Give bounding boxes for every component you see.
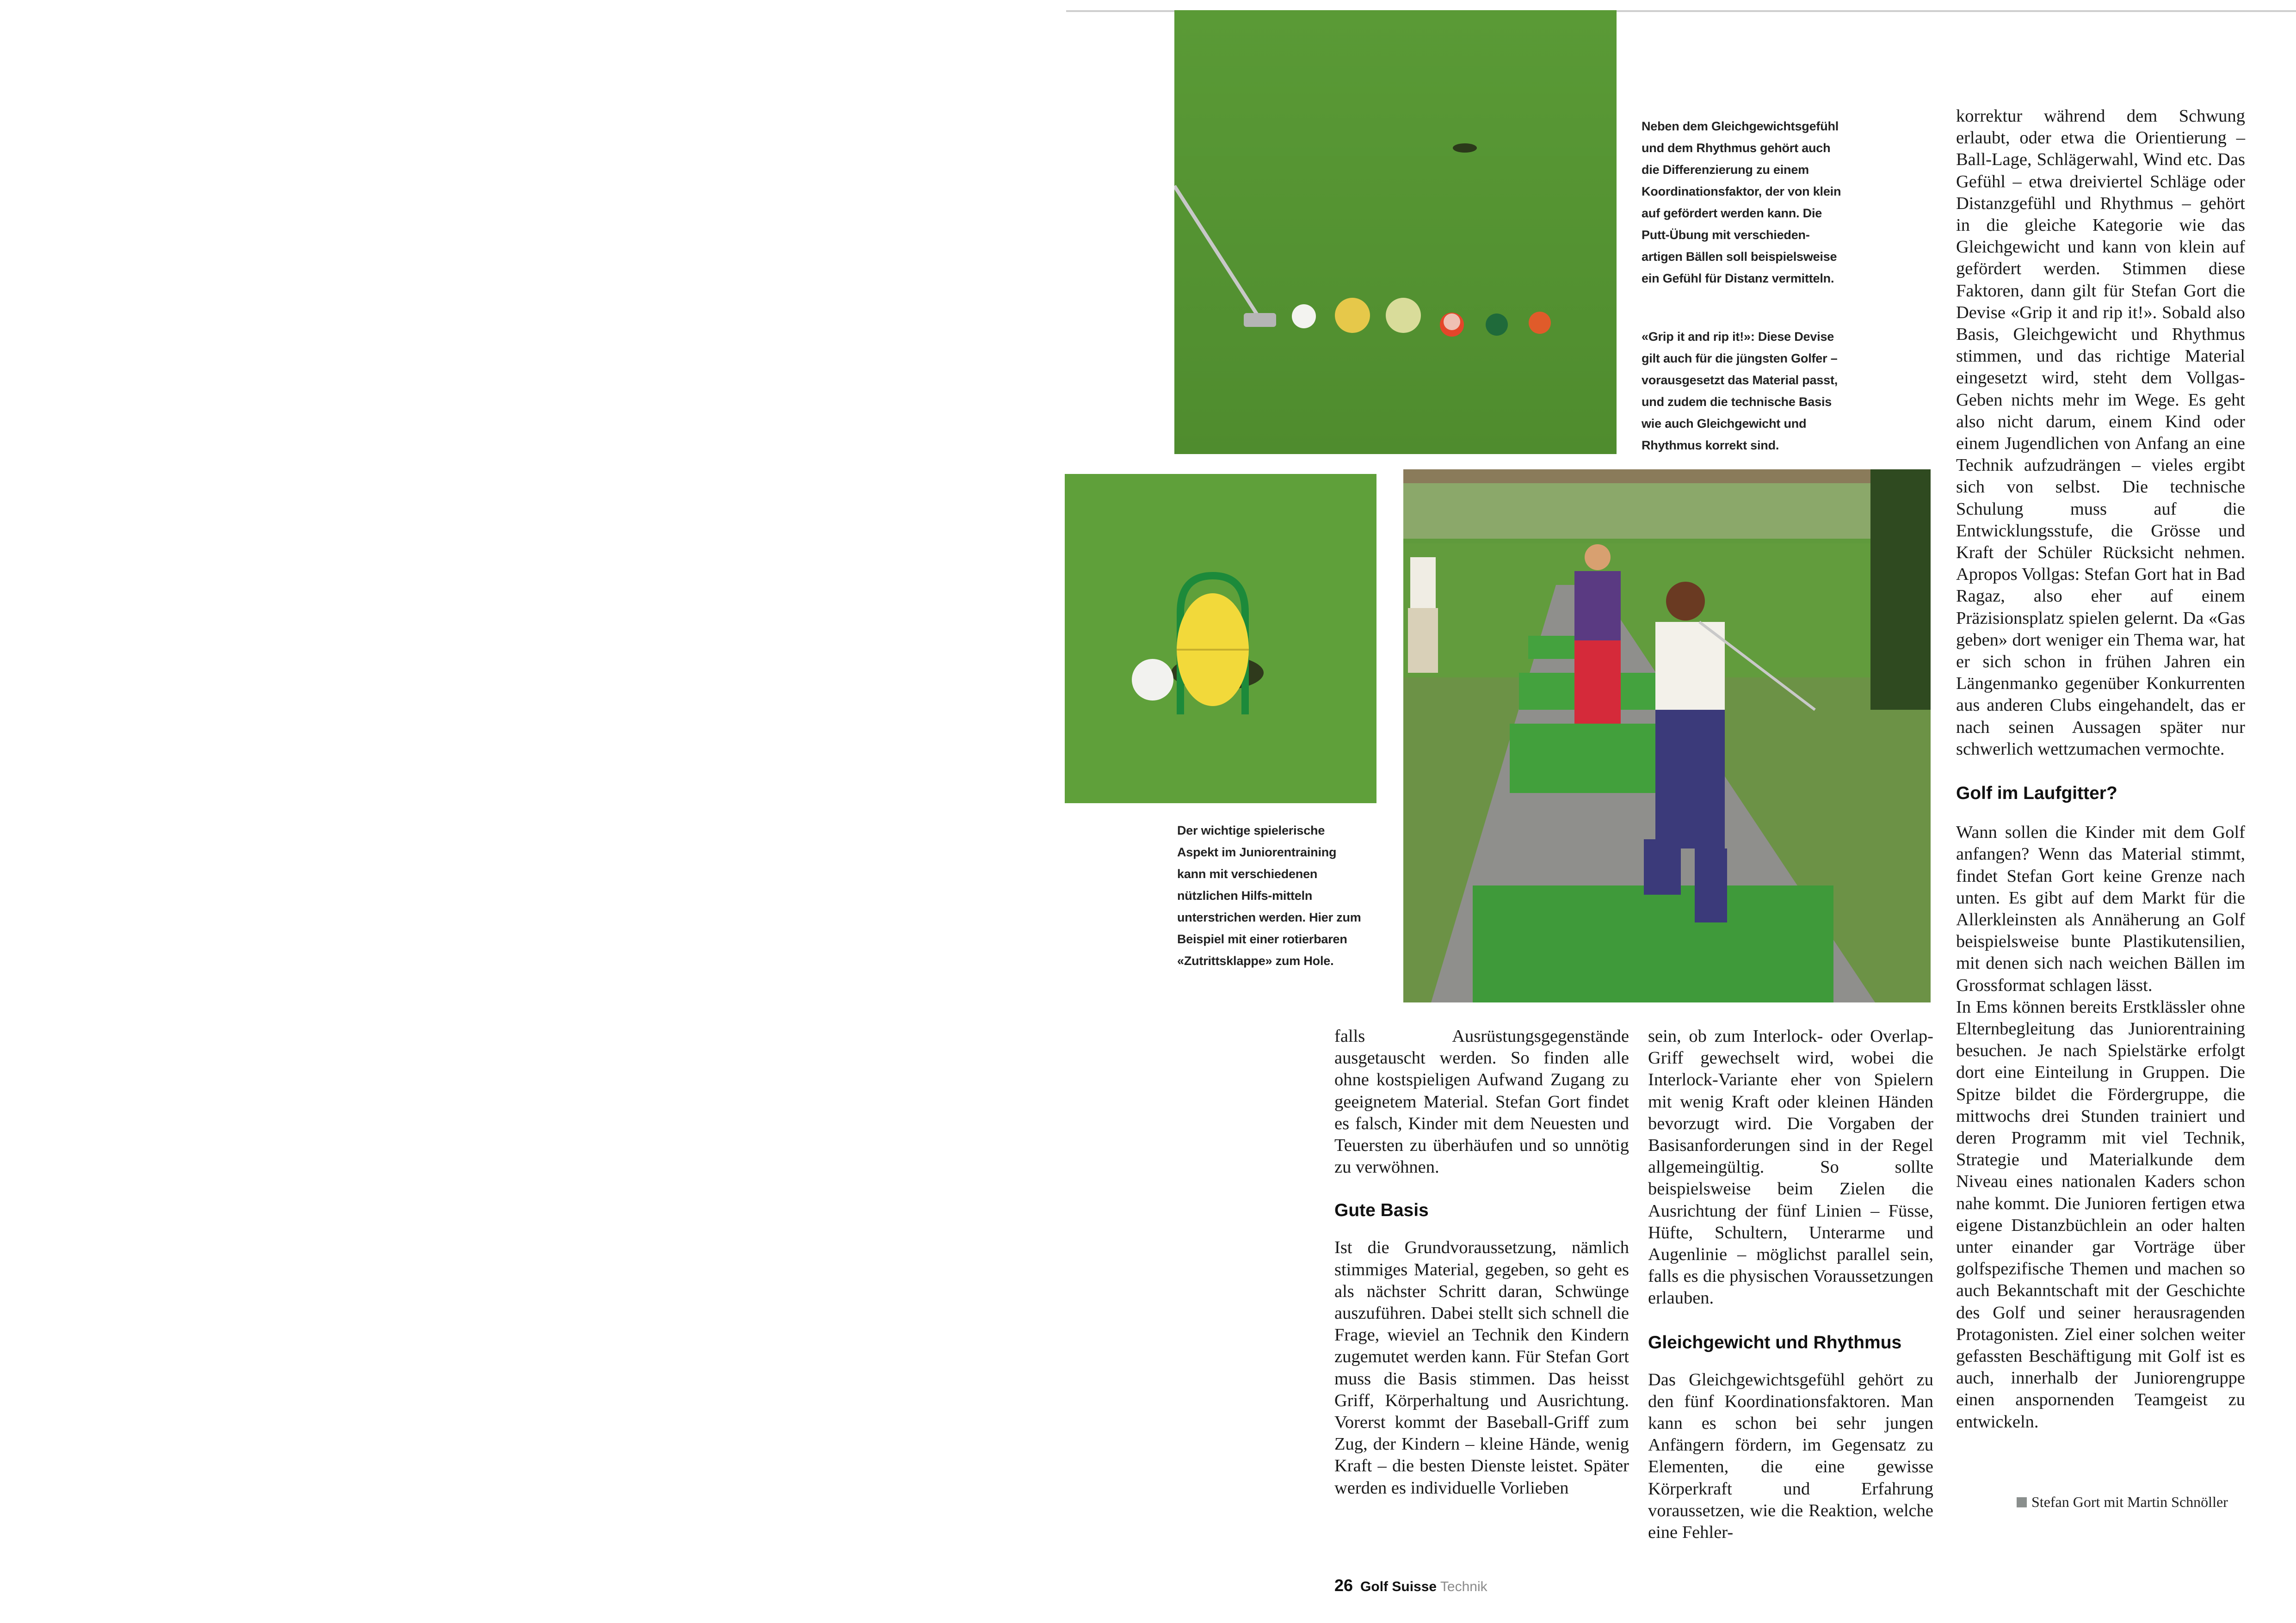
caption-balls: Neben dem Gleichgewichtsgefühl und dem Rhythmus gehört auch die Differenzierung zu einem Koordinationsfaktor, der von klein auf gefördert werden kann. Die Putt-Übung mit verschieden-artigen Bällen soll beispielsweise ein Gefühl für Distanz vermitteln. — [1642, 119, 1841, 285]
photo-hole-flap — [1065, 474, 1376, 803]
author-signature — [2017, 1493, 2228, 1511]
col3-paragraph-1: korrektur während dem Schwung erlaubt, oder etwa die Orientierung – Ball-Lage, Schlägerwahl, Wind etc. Das Gefühl – etwa dreiviertel Schläge oder Distanzgefühl und Rhythmus – gehört in die gleiche Kategorie wie das Gleichgewicht und kann von klein auf gefördert werden. Stimmen diese Faktoren, dann gilt für Stefan Gort die Devise «Grip it and rip it!». Sobald also Basis, Gleichgewicht und Rhythmus stimmen, und das richtige Material eingesetzt wird, steht dem Vollgas-Geben nichts mehr im Wege. Es geht also nicht darum, einem Kind oder einem Jugendlichen von Anfang an eine Technik aufzudrängen – vieles ergibt sich von selbst. Die technische Schulung muss auf die Entwicklungsstufe, die Grösse und Kraft der Schüler Rücksicht nehmen. Apropos Vollgas: Stefan Gort hat in Bad Ragaz, also eher auf einem Präzisionsplatz spielen gelernt. Da «Gas geben» dort weniger ein Thema war, hat er sich schon in frühen Jahren ein Längenmanko gegenüber Konkurrenten aus anderen Clubs eingehandelt, das er nach seinen Aussagen später nur schwerlich wettzumachen vermochte. — [1956, 106, 2245, 759]
col1-paragraph-1: falls Ausrüstungsgegenstände ausgetauscht werden. So finden alle ohne kostspieligen Aufwand Zugang zu geeignetem Material. Stefan Gort findet es falsch, Kinder mit dem Neuesten und Teuersten zu überhäufen und so unnötig zu verwöhnen. — [1334, 1027, 1629, 1177]
col3-paragraph-3: In Ems können bereits Erstklässler ohne Elternbegleitung das Juniorentraining besuchen. Je nach Spielstärke erfolgt dort eine Einteilung in Gruppen. Die Spitze bildet die Fördergruppe, die mittwochs drei Stunden trainiert und deren Programm mit viel Technik, Strategie und Materialkunde dem Niveau eines nationalen Kaders schon nahe kommt. Die Junioren fertigen etwa eigene Distanzbüchlein an oder halten unter einander gar Vorträge über golfspezifische Themen und machen so auch Bekanntschaft mit der Geschichte des Golf und seiner herausragenden Protagonisten. Ziel einer solchen weiter gefassten Beschäftigung mit Golf ist es auch, innerhalb der Juniorengruppe einen anspornenden Teamgeist zu entwickeln. — [1956, 997, 2245, 1432]
text-column-2 — [1648, 1026, 1933, 1543]
photo-putting-balls — [1174, 10, 1617, 454]
page-footer — [1334, 1576, 1487, 1595]
col2-paragraph-1: sein, ob zum Interlock- oder Overlap-Griff gewechselt wird, wobei die Interlock-Variante eher von Spielern mit wenig Kraft oder kleinen Händen bevorzugt wird. Die Vorgaben der Basisanforderungen sind in der Regel allgemeingültig. So sollte beispielsweise beim Zielen die Ausrichtung der fünf Linien – Füsse, Hüfte, Schultern, Unterarme und Augenlinie – möglichst parallel sein, falls es die physischen Voraussetzungen erlauben. — [1648, 1027, 1933, 1308]
caption-grip: «Grip it and rip it!»: Diese Devise gilt auch für die jüngsten Golfer – vorausgesetzt das Material passt, und zudem die technische Basis wie auch Gleichgewicht und Rhythmus korrekt sind. — [1642, 330, 1838, 452]
col3-paragraph-2: Wann sollen die Kinder mit dem Golf anfangen? Wenn das Material stimmt, findet Stefan Gort keine Grenze nach unten. Es gibt auf dem Markt für die Allerkleinsten als Annäherung an Golf beispielsweise bunte Plastikutensilien, mit denen sich nach weichen Bällen im Grossformat schlagen lässt. — [1956, 823, 2245, 995]
col1-paragraph-2: Ist die Grundvoraussetzung, nämlich stimmiges Material, gegeben, so geht es als nächster Schritt daran, Schwünge auszuführen. Dabei stellt sich schnell die Frage, wieviel an Technik den Kindern zugemutet werden kann. Für Stefan Gort muss die Basis stimmen. Das heisst Griff, Körperhaltung und Ausrichtung. Vorerst kommt der Baseball-Griff zum Zug, der Kindern – kleine Hände, wenig Kraft – die besten Dienste leistet. Später werden es individuelle Vorlieben — [1334, 1238, 1629, 1498]
text-column-1 — [1334, 1026, 1629, 1499]
signature-square-icon — [2017, 1497, 2027, 1507]
heading-gute-basis: Gute Basis — [1334, 1200, 1429, 1221]
magazine-name: Golf Suisse — [1360, 1579, 1437, 1594]
signature-text: Stefan Gort mit Martin Schnöller — [2031, 1494, 2228, 1510]
page-number: 26 — [1334, 1576, 1353, 1595]
col2-paragraph-2: Das Gleichgewichtsgefühl gehört zu den fünf Koordinationsfaktoren. Man kann es schon bei sehr jungen Anfängern fördern, im Gegensatz zu Elementen, die eine gewisse Körperkraft und Erfahrung voraussetzen, wie die Reaktion, welche eine Fehler- — [1648, 1370, 1933, 1543]
heading-gleichgewicht: Gleichgewicht und Rhythmus — [1648, 1332, 1902, 1352]
caption-hole: Der wichtige spielerische Aspekt im Juniorentraining kann mit verschiedenen nützlichen Hilfs-mitteln unterstrichen werden. Hier zum Beispiel mit einer rotierbaren «Zutrittsklappe» zum Hole. — [1177, 824, 1361, 968]
section-name: Technik — [1440, 1579, 1487, 1594]
photo-junior-range — [1403, 469, 1931, 1002]
text-column-3 — [1956, 105, 2245, 1433]
heading-golf-im-laufgitter: Golf im Laufgitter? — [1956, 783, 2117, 804]
